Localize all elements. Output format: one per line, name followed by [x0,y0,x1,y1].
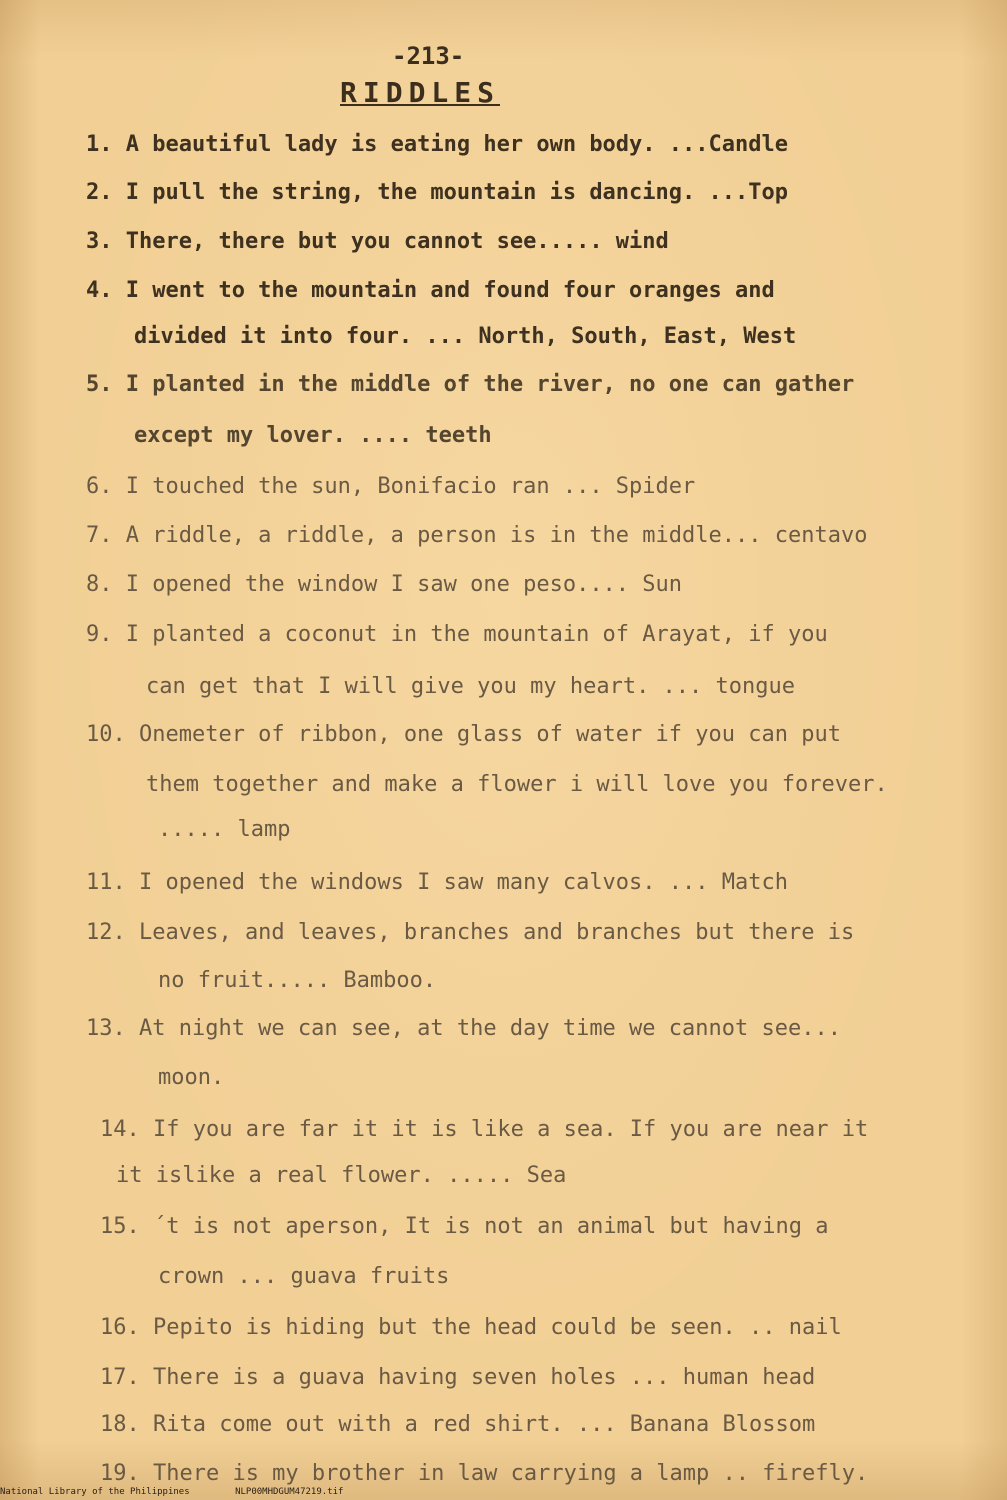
riddle-line: 14. If you are far it it is like a sea. If you are near it [100,1117,869,1142]
riddle-line: 11. I opened the windows I saw many calvos. ... Match [86,870,788,895]
riddle-line: 2. I pull the string, the mountain is dancing. ...Top [86,180,788,205]
library-credit: National Library of the Philippines [0,1487,190,1497]
riddle-line: 8. I opened the window I saw one peso.... Sun [86,572,683,597]
riddle-line: 10. Onemeter of ribbon, one glass of water if you can put [86,722,841,747]
riddle-line: 13. At night we can see, at the day time we cannot see... [86,1016,841,1041]
riddle-line: it islike a real flower. ..... Sea [116,1163,567,1188]
riddle-line: divided it into four. ... North, South, East, West [134,324,797,349]
page-title: RIDDLES [340,76,501,109]
riddle-line: 18. Rita come out with a red shirt. ... Banana Blossom [100,1412,816,1437]
riddle-line: them together and make a flower i will love you forever. [146,772,888,797]
riddle-line: 19. There is my brother in law carrying a lamp .. firefly. [100,1461,869,1486]
riddle-line: moon. [158,1065,225,1090]
archive-footer [0,1486,1007,1498]
riddle-line: 4. I went to the mountain and found four oranges and [86,278,775,303]
scan-filename: NLP00MHDGUM47219.tif [235,1487,344,1497]
riddle-line: 12. Leaves, and leaves, branches and branches but there is [86,920,855,945]
riddle-line: ..... lamp [158,817,291,842]
riddle-line: 1. A beautiful lady is eating her own body. ...Candle [86,132,788,157]
page-number: -213- [392,42,465,70]
riddle-line: 5. I planted in the middle of the river, no one can gather [86,372,855,397]
riddle-line: 7. A riddle, a riddle, a person is in the middle... centavo [86,523,868,548]
riddle-line: 3. There, there but you cannot see..... wind [86,229,669,254]
riddle-line: 15. ´t is not aperson, It is not an animal but having a [100,1214,829,1239]
riddle-line: except my lover. .... teeth [134,423,492,448]
riddle-line: 6. I touched the sun, Bonifacio ran ... Spider [86,474,696,499]
riddle-line: no fruit..... Bamboo. [158,968,437,993]
riddle-line: crown ... guava fruits [158,1264,450,1289]
riddle-line: 9. I planted a coconut in the mountain of Arayat, if you [86,622,828,647]
riddle-line: 17. There is a guava having seven holes ... human head [100,1365,816,1390]
riddle-line: 16. Pepito is hiding but the head could be seen. .. nail [100,1315,842,1340]
riddle-line: can get that I will give you my heart. ... tongue [146,674,796,699]
